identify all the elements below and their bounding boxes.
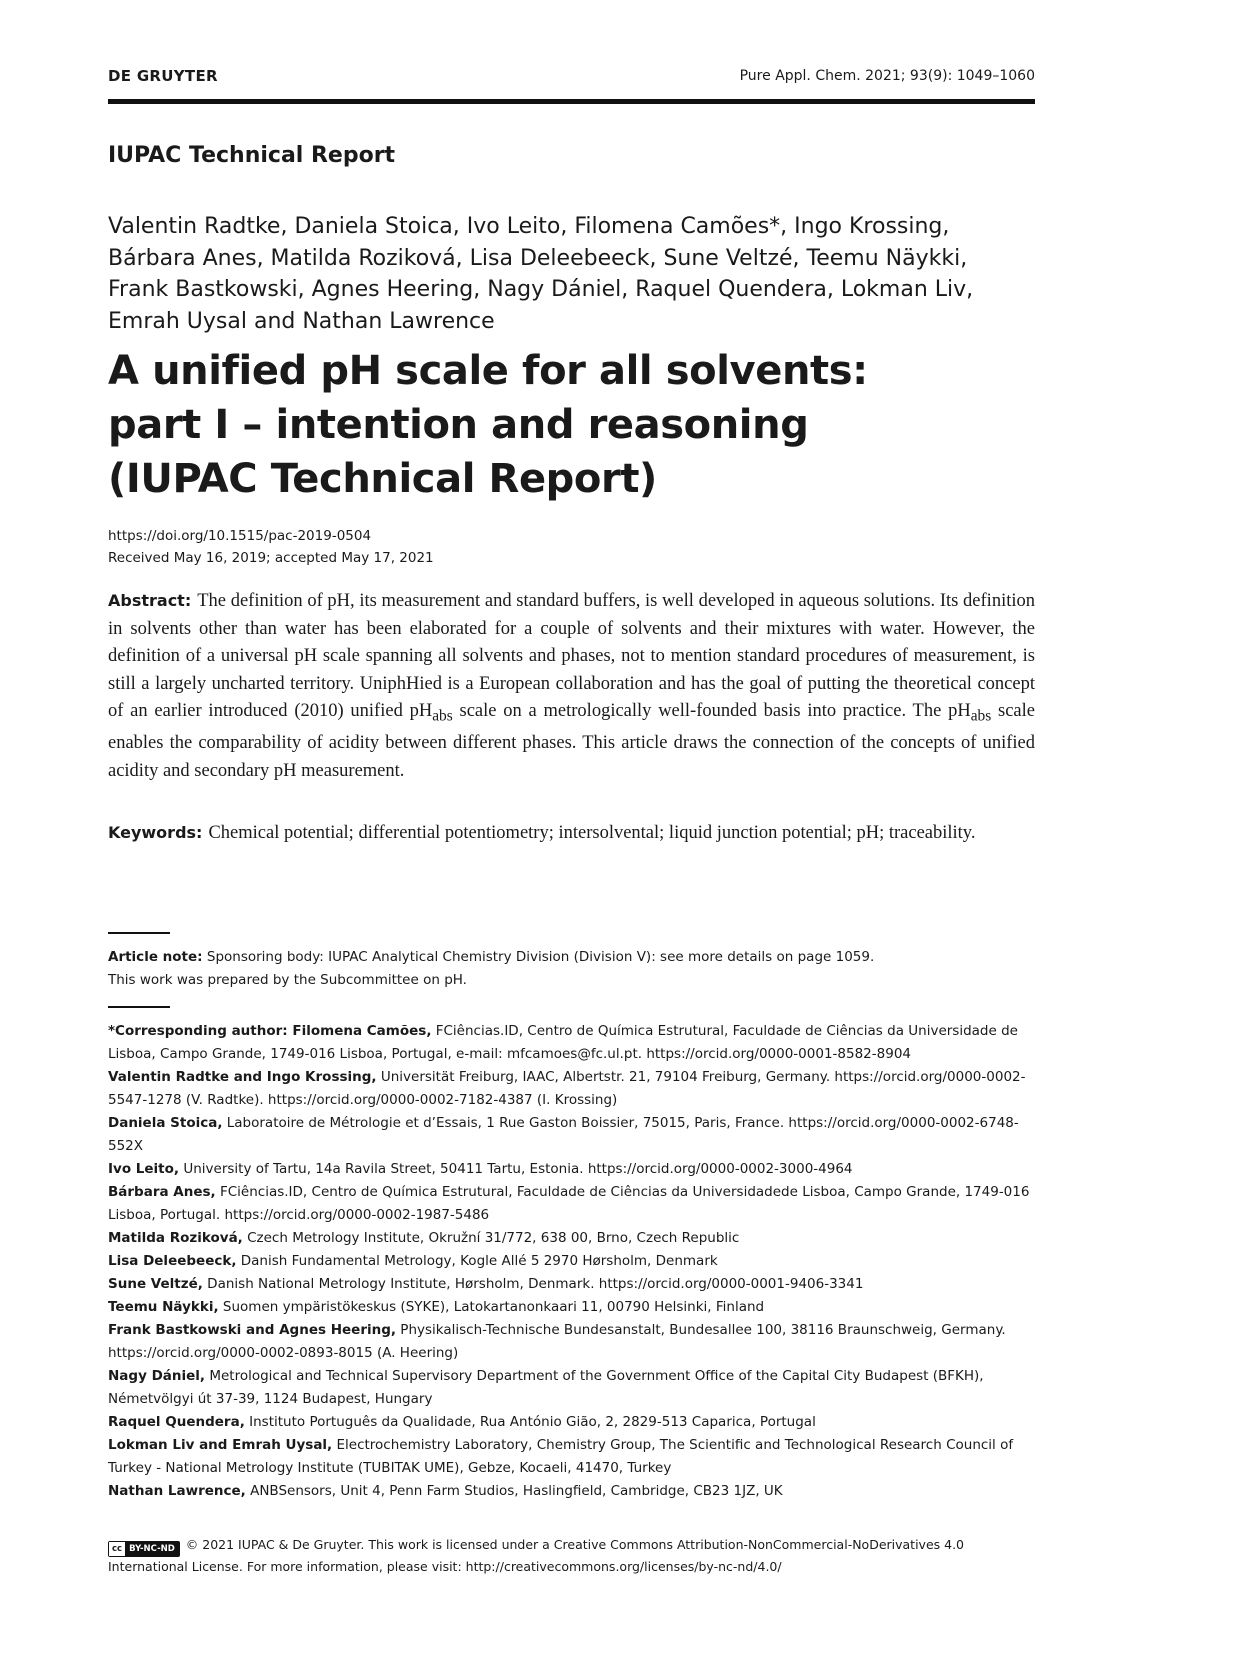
affiliation-item <box>108 1250 1035 1273</box>
affiliation-text: Universität Freiburg, IAAC, Albertstr. 21, 79104 Freiburg, Germany. https://orcid.org/0000-0002-5547-1278 (V. Radtke). https://orcid.org/0000-0002-7182-4387 (I. Krossing) <box>108 1069 1026 1108</box>
affiliation-item <box>108 1296 1035 1319</box>
affiliation-item <box>108 1181 1035 1227</box>
journal-reference: Pure Appl. Chem. 2021; 93(9): 1049–1060 <box>739 68 1035 84</box>
article-note <box>108 946 1035 992</box>
affiliation-item <box>108 1411 1035 1434</box>
author-line: Bárbara Anes, Matilda Roziková, Lisa Deleebeeck, Sune Veltzé, Teemu Näykki, <box>108 245 968 271</box>
doi-link[interactable]: https://doi.org/10.1515/pac-2019-0504 <box>108 528 372 544</box>
affiliation-text: ANBSensors, Unit 4, Penn Farm Studios, Haslingfield, Cambridge, CB23 1JZ, UK <box>245 1483 783 1499</box>
affiliation-text: FCiências.ID, Centro de Química Estrutural, Faculdade de Ciências da Universidade de Lisboa, Campo Grande, 1749-016 Lisboa, Portugal, e-mail: mfcamoes@fc.ul.pt. https://orcid.org/0000-0001-8582-8904 <box>108 1023 1018 1062</box>
affiliation-text: Metrological and Technical Supervisory Department of the Government Office of the Capital City Budapest (BFKH), Németvölgyi út 37-39, 1124 Budapest, Hungary <box>108 1368 984 1407</box>
affiliation-name: Valentin Radtke and Ingo Krossing, <box>108 1069 377 1085</box>
affiliation-text: University of Tartu, 14a Ravila Street, 50411 Tartu, Estonia. https://orcid.org/0000-0002-3000-4964 <box>179 1161 853 1177</box>
affiliation-text: Laboratoire de Métrologie et d’Essais, 1 Rue Gaston Boissier, 75015, Paris, France. https://orcid.org/0000-0002-6748-552X <box>108 1115 1019 1154</box>
title-line: part I – intention and reasoning <box>108 402 809 448</box>
footnote-rule <box>108 1006 170 1008</box>
affiliation-item <box>108 1020 1035 1066</box>
affiliation-item <box>108 1112 1035 1158</box>
publisher-name: DE GRUYTER <box>108 67 218 85</box>
affiliation-item <box>108 1434 1035 1480</box>
affiliation-item <box>108 1066 1035 1112</box>
paper-title <box>108 344 1035 506</box>
affiliation-text: Suomen ympäristökeskus (SYKE), Latokartanonkaari 11, 00790 Helsinki, Finland <box>218 1299 765 1315</box>
affiliation-text: Physikalisch-Technische Bundesanstalt, Bundesallee 100, 38116 Braunschweig, Germany. https://orcid.org/0000-0002-0893-8015 (A. Heering) <box>108 1322 1006 1361</box>
affiliation-name: *Corresponding author: Filomena Camões, <box>108 1023 432 1039</box>
abstract-label: Abstract: <box>108 591 192 610</box>
affiliation-name: Raquel Quendera, <box>108 1414 245 1430</box>
affiliation-text: Instituto Português da Qualidade, Rua António Gião, 2, 2829-513 Caparica, Portugal <box>244 1414 816 1430</box>
received-date: Received May 16, 2019; accepted May 17, 2021 <box>108 550 434 566</box>
affiliation-list <box>108 1020 1035 1503</box>
abstract-subscript: abs <box>970 707 992 725</box>
cc-badge-logo: cc <box>109 1542 125 1556</box>
affiliation-name: Bárbara Anes, <box>108 1184 216 1200</box>
article-note-text: Sponsoring body: IUPAC Analytical Chemistry Division (Division V): see more details on page 1059. <box>206 949 875 965</box>
affiliation-item <box>108 1365 1035 1411</box>
affiliation-text: Czech Metrology Institute, Okružní 31/772, 638 00, Brno, Czech Republic <box>242 1230 740 1246</box>
author-line: Frank Bastkowski, Agnes Heering, Nagy Dániel, Raquel Quendera, Lokman Liv, <box>108 277 974 302</box>
affiliation-text: Danish National Metrology Institute, Hørsholm, Denmark. https://orcid.org/0000-0001-9406-3341 <box>202 1276 864 1292</box>
report-type: IUPAC Technical Report <box>108 143 396 168</box>
affiliation-item <box>108 1480 1035 1503</box>
footnote-rule <box>108 932 170 934</box>
title-line: (IUPAC Technical Report) <box>108 456 657 502</box>
cc-license-badge[interactable] <box>108 1541 180 1557</box>
affiliation-text: FCiências.ID, Centro de Química Estrutural, Faculdade de Ciências da Universidadede Lisboa, Campo Grande, 1749-016 Lisboa, Portugal. https://orcid.org/0000-0002-1987-5486 <box>108 1184 1030 1223</box>
license-text: © 2021 IUPAC & De Gruyter. This work is licensed under a Creative Commons Attribution-NonCommercial-NoDerivatives 4.0 International License. For more information, please visit: http://creativecommons.org/licenses/by-nc-nd/4.0/ <box>108 1537 965 1574</box>
author-line: Emrah Uysal and Nathan Lawrence <box>108 308 495 334</box>
cc-badge-terms: BY-NC-ND <box>125 1542 179 1556</box>
title-line: A unified pH scale for all solvents: <box>108 348 868 394</box>
affiliation-name: Nagy Dániel, <box>108 1368 206 1384</box>
affiliation-text: Electrochemistry Laboratory, Chemistry Group, The Scientific and Technological Research Council of Turkey - National Metrology Institute (TUBITAK UME), Gebze, Kocaeli, 41470, Turkey <box>108 1437 1014 1476</box>
affiliation-name: Teemu Näykki, <box>108 1299 219 1315</box>
keywords-label: Keywords: <box>108 823 203 842</box>
affiliation-name: Ivo Leito, <box>108 1161 180 1177</box>
affiliation-item <box>108 1158 1035 1181</box>
affiliation-item <box>108 1227 1035 1250</box>
article-note-line2: This work was prepared by the Subcommittee on pH. <box>108 972 467 988</box>
author-list <box>108 211 1035 337</box>
abstract-subscript: abs <box>432 707 453 725</box>
affiliation-text: Danish Fundamental Metrology, Kogle Allé 5 2970 Hørsholm, Denmark <box>236 1253 718 1269</box>
abstract-text: The definition of pH, its measurement and standard buffers, is well developed in aqueous solutions. Its definition in solvents other than water has been elaborated for a couple of solvents and their mixtures with water. However, the definition of a universal pH scale spanning all solvents and phases, not to mention standard procedures of measurement, is still a largely uncharted territory. UniphHied is a European collaboration and has the goal of putting the theoretical concept of an earlier introduced (2010) unified pH <box>108 591 1035 721</box>
header-rule <box>108 99 1035 104</box>
affiliation-name: Matilda Roziková, <box>108 1230 243 1246</box>
author-line: Valentin Radtke, Daniela Stoica, Ivo Leito, Filomena Camões*, Ingo Krossing, <box>108 214 950 239</box>
abstract <box>108 587 1035 785</box>
affiliation-item <box>108 1273 1035 1296</box>
license-notice <box>108 1535 1035 1577</box>
article-note-label: Article note: <box>108 949 203 965</box>
affiliation-item <box>108 1319 1035 1365</box>
keywords-text: Chemical potential; differential potentiometry; intersolvental; liquid junction potential; pH; traceability. <box>208 823 976 843</box>
abstract-text: scale enables the comparability of acidity between different phases. This article draws the connection of the concepts of unified acidity and secondary pH measurement. <box>108 701 1035 781</box>
keywords <box>108 819 1035 848</box>
affiliation-name: Frank Bastkowski and Agnes Heering, <box>108 1322 397 1338</box>
affiliation-name: Nathan Lawrence, <box>108 1483 246 1499</box>
affiliation-name: Lokman Liv and Emrah Uysal, <box>108 1437 333 1453</box>
affiliation-name: Lisa Deleebeeck, <box>108 1253 237 1269</box>
affiliation-name: Daniela Stoica, <box>108 1115 223 1131</box>
affiliation-name: Sune Veltzé, <box>108 1276 203 1292</box>
abstract-text: scale on a metrologically well-founded basis into practice. The pH <box>452 701 971 721</box>
